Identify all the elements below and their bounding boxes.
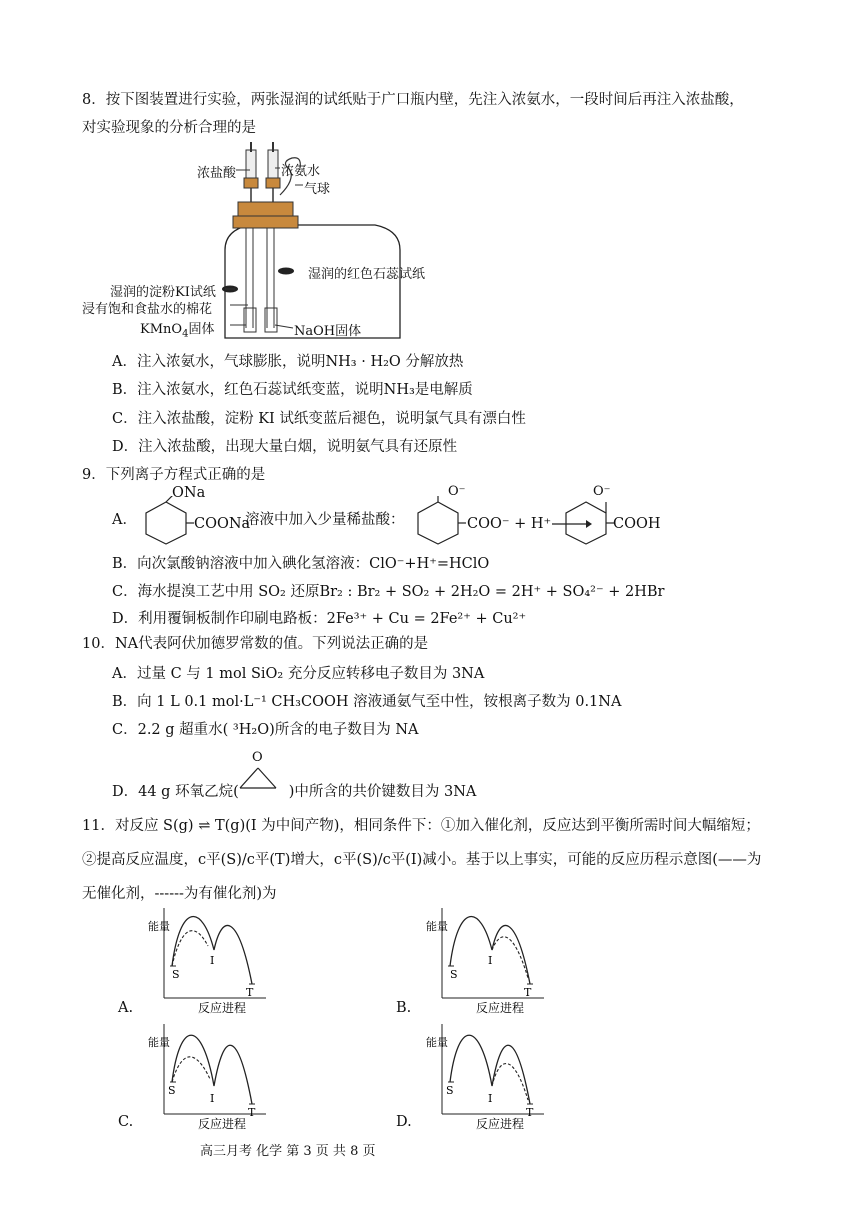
epoxide-ring-icon xyxy=(236,766,280,790)
q10-option-b[interactable]: B．向 1 L 0.1 mol·L⁻¹ CH₃COOH 溶液通氨气至中性，铵根离子数为 0.1NA xyxy=(112,694,622,710)
graph-d-i: I xyxy=(488,1092,493,1105)
q10-option-d-pre: D．44 g 环氧乙烷( xyxy=(112,784,239,800)
q8-stem-line2: 对实验现象的分析合理的是 xyxy=(82,120,256,136)
label-starch-ki: 湿润的淀粉KI试纸 xyxy=(110,285,216,300)
benzene-ring-icon xyxy=(556,496,616,546)
graph-b-t: T xyxy=(524,986,532,999)
q8-stem-line1: 8．按下图装置进行实验，两张湿润的试纸贴于广口瓶内壁，先注入浓氨水，一段时间后再注入浓盐酸， xyxy=(82,92,744,108)
graph-b-s: S xyxy=(450,968,458,981)
graph-a-ylabel-char-1: 能量 xyxy=(148,920,170,933)
q11-stem-line1: 11．对反应 S(g) ⇌ T(g)(I 为中间产物)，相同条件下：①加入催化剂，反应达到平衡所需时间大幅缩短； xyxy=(82,818,760,834)
q11-option-b[interactable]: B. xyxy=(396,1000,412,1016)
graph-d-s: S xyxy=(446,1084,454,1097)
q8-option-a[interactable]: A．注入浓氨水，气球膨胀，说明NH₃ · H₂O 分解放热 xyxy=(112,354,464,370)
label-conc-ammonia: 浓氨水 xyxy=(281,164,321,179)
energy-diagram-a xyxy=(140,908,270,1018)
energy-diagram-c xyxy=(140,1024,270,1134)
q10-option-c[interactable]: C．2.2 g 超重水( ³H₂O)所含的电子数目为 NA xyxy=(112,722,419,738)
graph-c-i: I xyxy=(210,1092,215,1105)
q11-option-c[interactable]: C. xyxy=(118,1114,134,1130)
q11-stem-line2: ②提高反应温度，c平(S)/c平(T)增大，c平(S)/c平(Ⅰ)减小。基于以上事实，可能的反应历程示意图(——为 xyxy=(82,852,762,868)
graph-a-t: T xyxy=(246,986,254,999)
q10-option-d-post: )中所含的共价键数目为 3NA xyxy=(288,784,477,800)
graph-c-s: S xyxy=(168,1084,176,1097)
graph-c-xlabel: 反应进程 xyxy=(198,1117,247,1131)
q11-stem-line3: 无催化剂，------为有催化剂)为 xyxy=(82,886,277,902)
graph-d-xlabel: 反应进程 xyxy=(476,1117,525,1131)
q9-option-d[interactable]: D．利用覆铜板制作印刷电路板：2Fe³⁺ + Cu = 2Fe²⁺ + Cu²⁺ xyxy=(112,611,527,627)
graph-d-ylabel: 能量 xyxy=(426,1036,448,1049)
graph-a-i: I xyxy=(210,954,215,967)
q8-option-b[interactable]: B．注入浓氨水，红色石蕊试纸变蓝，说明NH₃是电解质 xyxy=(112,382,473,398)
q8-option-c[interactable]: C．注入浓盐酸，淀粉 KI 试纸变蓝后褪色，说明氯气具有漂白性 xyxy=(112,411,526,427)
label-naoh: NaOH固体 xyxy=(294,324,362,339)
q8-option-d[interactable]: D．注入浓盐酸，出现大量白烟，说明氨气具有还原性 xyxy=(112,439,458,455)
energy-diagram-d xyxy=(418,1024,548,1134)
q9-coona: COONa xyxy=(194,516,251,532)
q9-coo-plus-h: COO⁻ + H⁺ xyxy=(467,516,552,532)
label-conc-hcl: 浓盐酸 xyxy=(197,166,237,181)
q11-option-d[interactable]: D. xyxy=(396,1114,412,1130)
page-footer: 高三月考 化学 第 3 页 共 8 页 xyxy=(200,1144,376,1159)
label-kmno4: KMnO$_4$固体 xyxy=(140,322,215,340)
q9-ominus-2: O⁻ xyxy=(593,484,611,499)
q9-option-a-text: 溶液中加入少量稀盐酸： xyxy=(245,512,405,528)
label-red-litmus: 湿润的红色石蕊试纸 xyxy=(308,267,426,282)
energy-diagram-b xyxy=(418,908,548,1018)
q9-stem: 9．下列离子方程式正确的是 xyxy=(82,467,266,483)
benzene-ring-icon xyxy=(408,496,468,546)
q9-ona: ONa xyxy=(172,485,206,501)
graph-b-i: I xyxy=(488,954,493,967)
label-balloon: 气球 xyxy=(304,182,331,197)
q9-option-a-label[interactable]: A． xyxy=(112,512,137,528)
q9-cooh: COOH xyxy=(613,516,661,532)
graph-b-ylabel: 能量 xyxy=(426,920,448,933)
q10-option-a[interactable]: A．过量 C 与 1 mol SiO₂ 充分反应转移电子数目为 3NA xyxy=(112,666,485,682)
label-cotton: 浸有饱和食盐水的棉花 xyxy=(82,302,213,317)
q9-ominus-1: O⁻ xyxy=(448,484,466,499)
q11-option-a[interactable]: A. xyxy=(118,1000,134,1016)
graph-b-xlabel: 反应进程 xyxy=(476,1001,525,1015)
graph-c-ylabel: 能量 xyxy=(148,1036,170,1049)
graph-c-t: T xyxy=(248,1106,256,1119)
epoxide-o-label: O xyxy=(252,750,263,765)
q10-stem: 10．NA代表阿伏加德罗常数的值。下列说法正确的是 xyxy=(82,636,429,652)
graph-d-t: T xyxy=(526,1106,534,1119)
graph-a-xlabel: 反应进程 xyxy=(198,1001,247,1015)
q9-option-b[interactable]: B．向次氯酸钠溶液中加入碘化氢溶液：ClO⁻+H⁺=HClO xyxy=(112,556,490,572)
q10-option-d[interactable] xyxy=(112,780,476,801)
graph-a-s: S xyxy=(172,968,180,981)
benzene-ring-icon xyxy=(136,496,196,546)
q9-option-c[interactable]: C．海水提溴工艺中用 SO₂ 还原Br₂ : Br₂ + SO₂ + 2H₂O = 2H⁺ + SO₄²⁻ + 2HBr xyxy=(112,584,665,600)
